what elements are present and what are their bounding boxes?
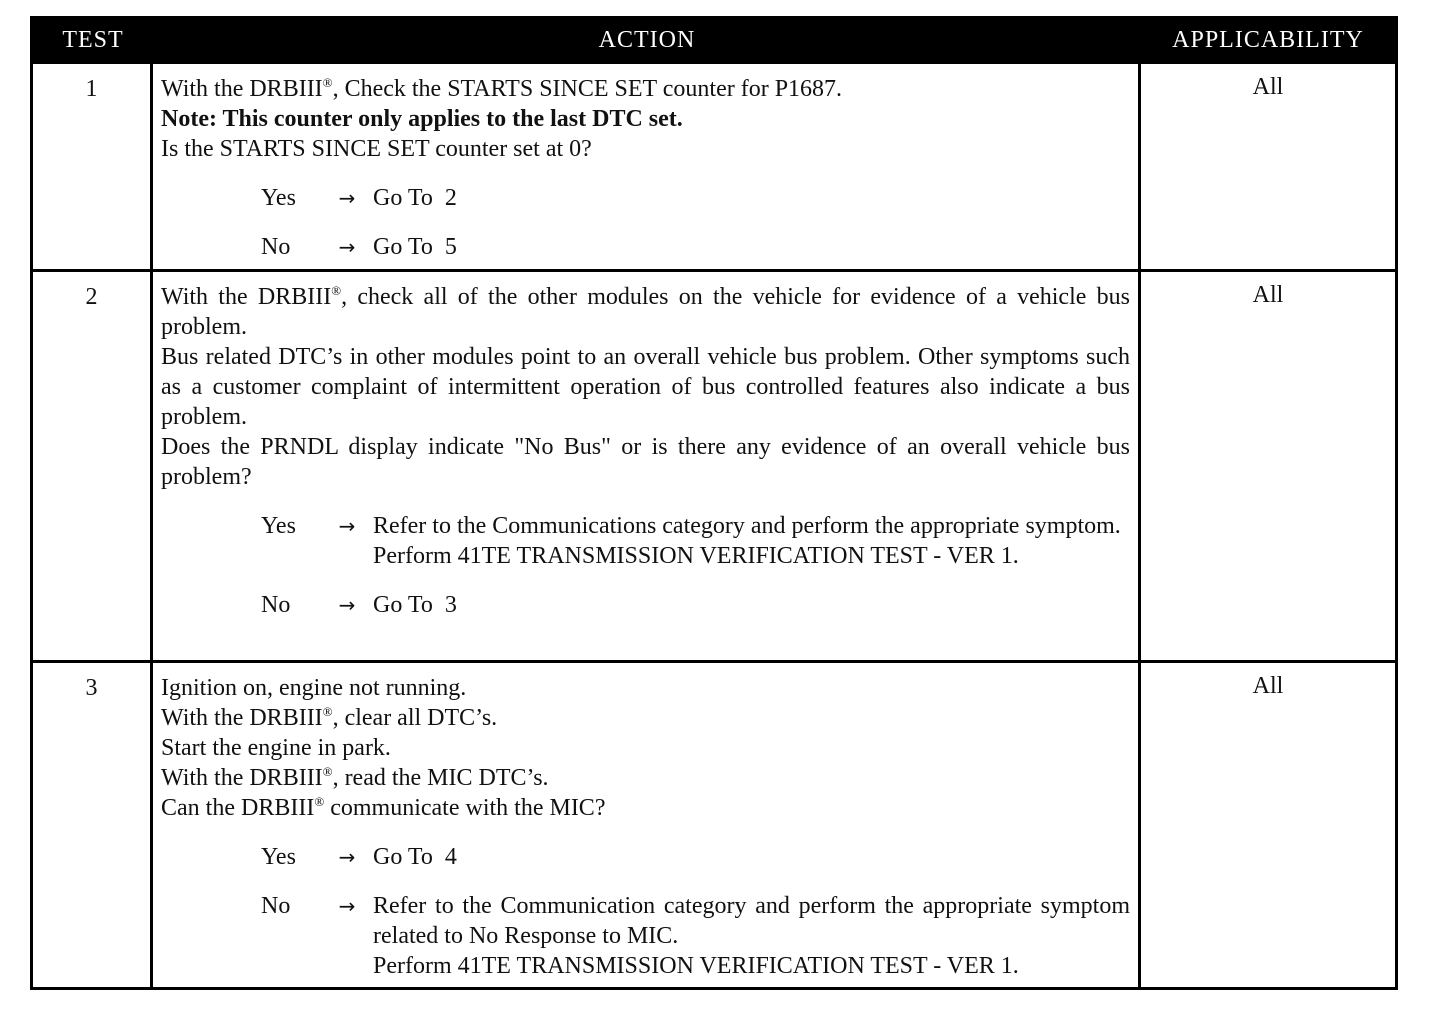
yes-label: Yes [261,844,296,870]
yes-result: Go To 4 [373,844,457,870]
header-action: ACTION [598,26,696,53]
action-cell [153,663,1141,987]
yes-branch [261,183,1130,213]
arrow-icon: → [338,593,356,617]
no-label: No [261,592,291,618]
header-test: TEST [62,26,124,53]
test-number: 3 [33,663,153,987]
action-line: With the DRBIII®, Check the STARTS SINCE SET counter for P1687. [161,75,843,102]
yes-result: Go To 2 [373,185,457,211]
question-line: Is the STARTS SINCE SET counter set at 0? [161,136,592,162]
header-applicability: APPLICABILITY [1172,26,1364,53]
yes-label: Yes [261,185,296,211]
arrow-icon: → [338,186,356,210]
yes-result-text: Refer to the Communications category and perform the appropriate symptom. [373,513,1121,539]
question-line: Does the PRNDL display indicate "No Bus" or is there any evidence of an overall vehicle bus problem? [161,434,1130,490]
yes-branch [261,842,1130,872]
no-label: No [261,893,291,919]
no-result: Go To 5 [373,234,457,260]
arrow-icon: → [338,514,356,538]
no-result [373,891,1130,981]
action-line: With the DRBIII®, clear all DTC’s. [161,704,498,731]
no-branch [261,891,1130,981]
note-line: Note: This counter only applies to the last DTC set. [161,106,683,132]
table-row [33,61,1395,269]
arrow-icon: → [338,894,356,918]
test-number: 2 [33,272,153,660]
no-branch [261,232,1130,262]
action-cell [153,64,1141,269]
no-branch [261,590,1130,620]
yes-branch [261,511,1130,571]
yes-result [373,511,1130,571]
no-result-text: Refer to the Communication category and perform the appropriate symptom related to No Response to MIC. [373,893,1130,949]
action-line: With the DRBIII®, check all of the other modules on the vehicle for evidence of a vehicle bus problem. [161,283,1130,340]
applicability: All [1252,282,1284,308]
table-header [33,19,1395,61]
action-line: Ignition on, engine not running. [161,675,467,701]
no-label: No [261,234,291,260]
verification-test-line: Perform 41TE TRANSMISSION VERIFICATION TEST - VER 1. [373,543,1019,569]
question-line: Can the DRBIII® communicate with the MIC? [161,794,606,821]
test-number: 1 [33,64,153,269]
yes-label: Yes [261,513,296,539]
arrow-icon: → [338,845,356,869]
verification-test-line: Perform 41TE TRANSMISSION VERIFICATION TEST - VER 1. [373,953,1019,979]
action-line: Start the engine in park. [161,735,391,761]
table-row [33,660,1395,987]
diagnostic-table [30,16,1398,990]
action-cell [153,272,1141,660]
applicability: All [1252,673,1284,699]
arrow-icon: → [338,235,356,259]
action-line: Bus related DTC’s in other modules point to an overall vehicle bus problem. Other symptoms such as a customer complaint of intermittent operation of bus controlled features also indicate a bus problem. [161,344,1130,430]
no-result: Go To 3 [373,592,457,618]
action-line: With the DRBIII®, read the MIC DTC’s. [161,764,549,791]
table-row [33,269,1395,660]
applicability: All [1252,74,1284,100]
